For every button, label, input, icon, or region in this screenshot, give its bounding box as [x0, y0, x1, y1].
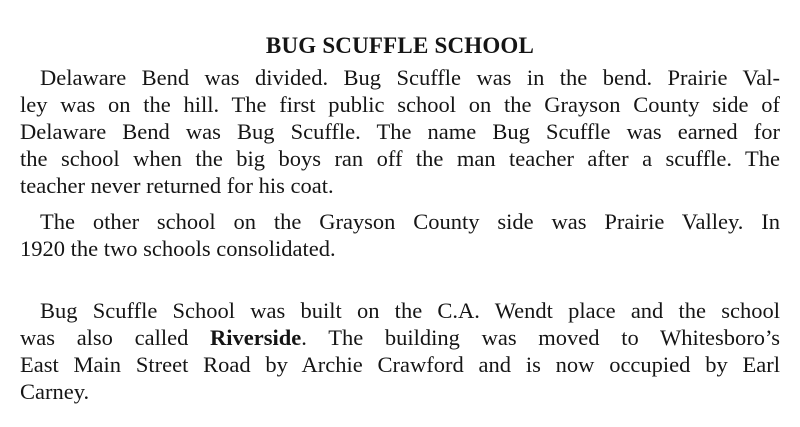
paragraph-1-line-2: ley was on the hill. The first public school on the Grayson County side of	[20, 92, 780, 117]
document-title: BUG SCUFFLE SCHOOL	[265, 33, 535, 58]
riverside-bold-text: Riverside	[210, 325, 302, 350]
paragraph-3-line-4: Carney.	[20, 379, 90, 404]
paragraph-3-line-1: Bug Scuffle School was built on the C.A. Wendt place and the school	[40, 298, 780, 323]
paragraph-1-line-5: teacher never returned for his coat.	[20, 173, 334, 198]
paragraph-3-line-3: East Main Street Road by Archie Crawford and is now occupied by Earl	[20, 352, 780, 377]
paragraph-3-line-2	[20, 324, 780, 351]
paragraph-2-line-1: The other school on the Grayson County side was Prairie Valley. In	[40, 209, 780, 234]
paragraph-1-line-1: Delaware Bend was divided. Bug Scuffle was in the bend. Prairie Val-	[40, 65, 780, 90]
paragraph-2-line-2: 1920 the two schools consolidated.	[20, 236, 336, 261]
paragraph-1-line-3: Delaware Bend was Bug Scuffle. The name Bug Scuffle was earned for	[20, 119, 780, 144]
paragraph-3-line-2-before: was also called	[20, 325, 211, 350]
paragraph-3-line-2-after: . The building was moved to Whitesboro’s	[301, 325, 780, 350]
paragraph-1-line-4: the school when the big boys ran off the man teacher after a scuffle. The	[20, 146, 780, 171]
